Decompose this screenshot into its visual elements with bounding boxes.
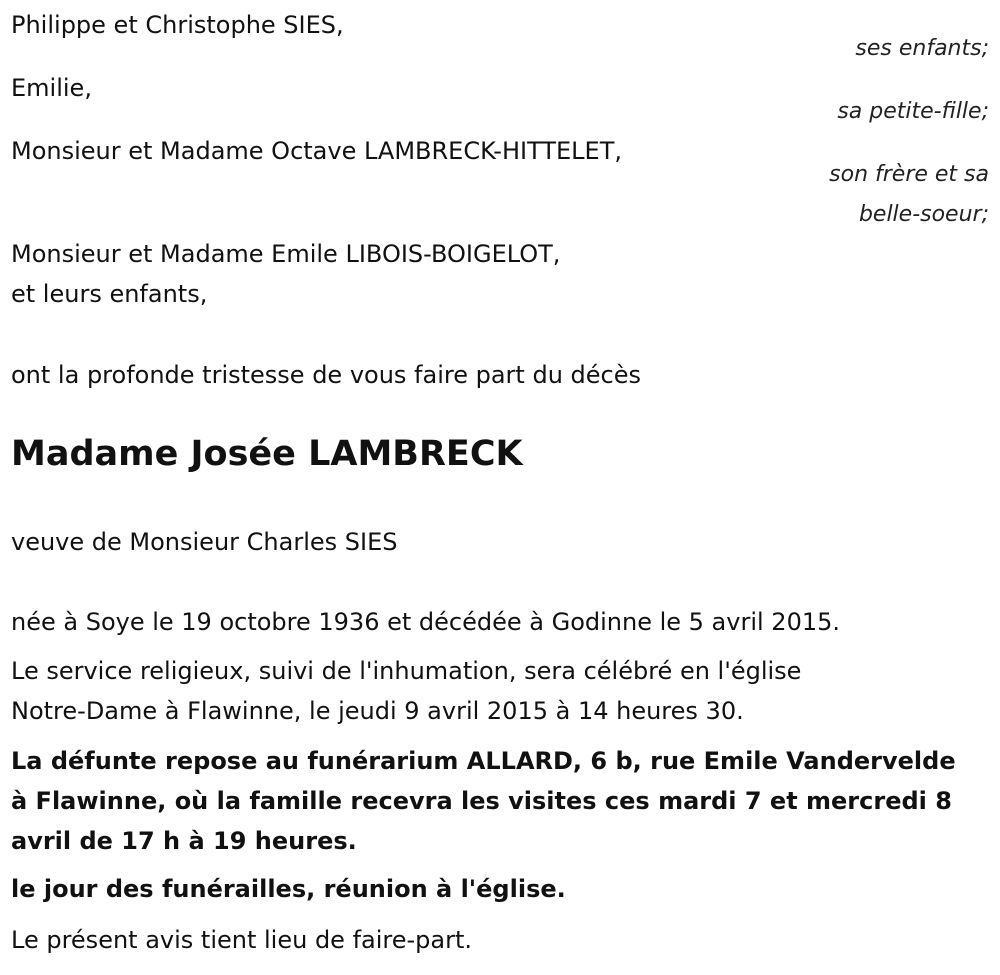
relation-brother-line2: belle-soeur;	[858, 202, 989, 227]
family-line-granddaughter: Emilie,	[11, 74, 92, 102]
funerarium-line-2: à Flawinne, où la famille recevra les visites ces mardi 7 et mercredi 8	[11, 787, 952, 815]
family-line-brother: Monsieur et Madame Octave LAMBRECK-HITTELET,	[11, 137, 622, 165]
funerarium-line-3: avril de 17 h à 19 heures.	[11, 827, 357, 855]
relation-brother-line1: son frère et sa	[829, 162, 989, 187]
service-line-2: Notre-Dame à Flawinne, le jeudi 9 avril 2015 à 14 heures 30.	[11, 697, 744, 725]
deceased-name: Madame Josée LAMBRECK	[11, 434, 523, 474]
relation-granddaughter: sa petite-fille;	[837, 99, 989, 124]
spouse-line: veuve de Monsieur Charles SIES	[11, 528, 398, 556]
announcement-text: ont la profonde tristesse de vous faire part du décès	[11, 361, 641, 389]
family-line-libois-children: et leurs enfants,	[11, 280, 208, 308]
family-line-libois: Monsieur et Madame Emile LIBOIS-BOIGELOT,	[11, 240, 561, 268]
family-line-children: Philippe et Christophe SIES,	[11, 11, 344, 39]
birth-death-line: née à Soye le 19 octobre 1936 et décédée à Godinne le 5 avril 2015.	[11, 608, 841, 636]
closing-line: Le présent avis tient lieu de faire-part.	[11, 926, 473, 954]
relation-children: ses enfants;	[855, 36, 989, 61]
funeral-day-line: le jour des funérailles, réunion à l'église.	[11, 875, 566, 903]
service-line-1: Le service religieux, suivi de l'inhumation, sera célébré en l'église	[11, 657, 802, 685]
funerarium-line-1: La défunte repose au funérarium ALLARD, 6 b, rue Emile Vandervelde	[11, 747, 956, 775]
